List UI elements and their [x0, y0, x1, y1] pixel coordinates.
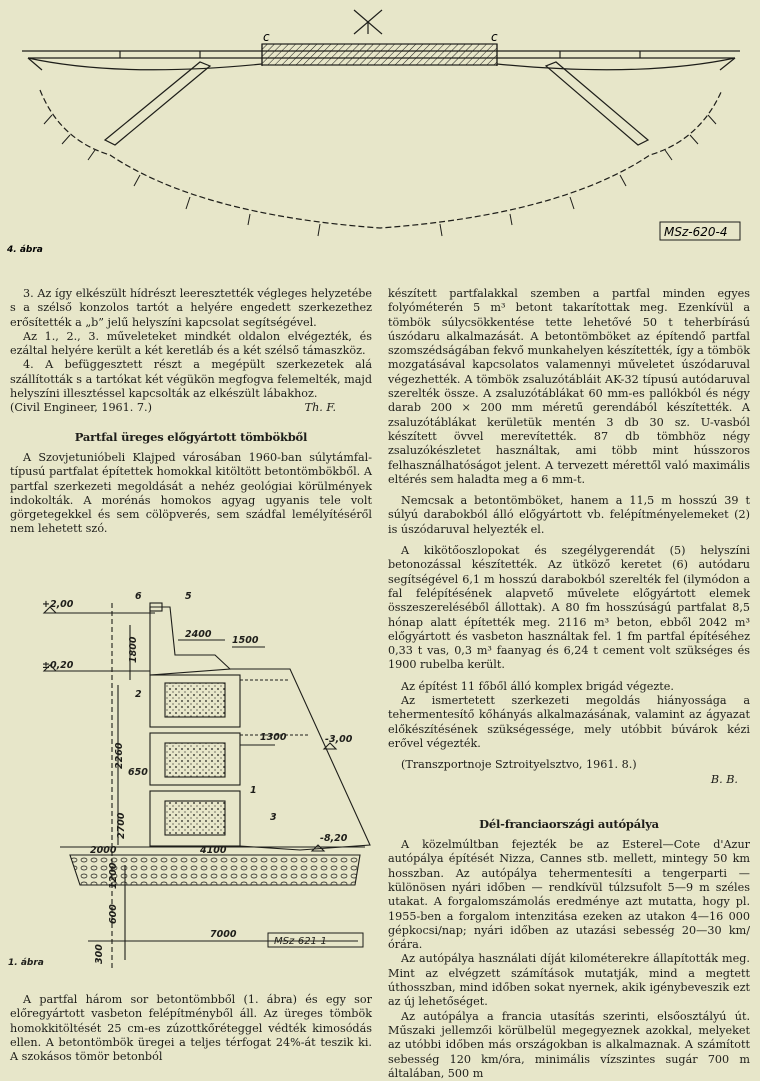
- label-1: 1: [250, 785, 257, 796]
- label-7000: 7000: [210, 929, 237, 940]
- source-citation: (Civil Engineer, 1961. 7.): [10, 401, 152, 415]
- label-1200: 1200: [108, 862, 119, 889]
- survey-mark-icon: [354, 10, 382, 34]
- section-heading: Dél-franciaországi autópálya: [479, 816, 659, 831]
- label-2260: 2260: [114, 742, 125, 769]
- paragraph: A Szovjetunióbeli Klajped városában 1960-ban súlytámfal-típusú partfalat építettek homokkal kitöltött betontömbökből. A partfal szerkezeti megoldását a nehéz geológiai körülmények indokolták. A morénás homokos agyag ugyanis tele volt görgetegekkel és sem cölöpverés, sem szádfal lemélyítéséről nem lehetett szó.: [10, 450, 372, 536]
- paragraph: A kikötőoszlopokat és szegélygerendát (5) helyszíni betonozással készítették. Az ütköző keretet (6) autódaru segítségével 6,1 m hosszú darabokból szerelték fel (ilymódon a fal felépítésének alapvető művelete előgyártott elemek összeszereléséből állottak). A 80 fm hosszúságú partfalat 8,5 hónap alatt építették meg. 2116 m³ beton, ebből 2042 m³ előgyártott és vasbeton használtak fel. 1 fm partfal építéséhez 0,33 t vas, 0,3 m³ faanyag és 6,24 t cement volt szükséges és 1900 rubelba került.: [388, 544, 750, 672]
- paragraph: 4. A befüggesztett részt a megépült szerkezetek alá szállították s a tartókat két végükön megfogva felemelték, majd helyszíni illesztéssel kapcsolták az elkészült lábakhoz.: [10, 358, 372, 401]
- label-1300: 1300: [260, 732, 287, 743]
- label-plus-2: +2,00: [42, 599, 74, 610]
- paragraph: Az ismertetett szerkezeti megoldás hiányossága a tehermentesítő kőhányás alkalmazásának, valamint az ágyazat előkészítésének szükségessége, mely utóbbit búvárok kézi erővel végezték.: [388, 694, 750, 750]
- section-heading: Partfal üreges előgyártott tömbökből: [74, 429, 308, 444]
- figure-caption-section: 1. ábra: [8, 958, 44, 968]
- mark-c-right: c: [491, 30, 498, 44]
- bridge-figure: [0, 0, 760, 270]
- mark-c-left: c: [263, 30, 270, 44]
- label-minus-3: -3,00: [325, 734, 353, 745]
- backfill-slope: [230, 669, 370, 850]
- paragraph: A partfal három sor betontömbből (1. ábra) és egy sor előregyártott vasbeton felépítményből áll. Az üreges tömbök homokkitöltését 25 cm-es zúzottkőréteggel védték kimosódás ellen. A betontömbök üregei a teljes térfogat 24%-át teszik ki. A szokásos tömör betonból: [10, 993, 372, 1064]
- label-5: 5: [185, 591, 192, 602]
- ground-line: [40, 90, 722, 228]
- paragraph: készített partfalakkal szemben a partfal minden egyes folyóméterén 5 m³ betont takarítottak meg. Ezenkívül a tömbök súlycsökkentése tette lehetővé 50 t teherbírású úszódaru alkalmazását. A betontömböket az építendő partfal szomszédságában fekvő munkahelyen készítették, így a tömbök mozgatásával kapcsolatos valamennyi műveletet úszódaruval végezhették. A tömbök zsaluzótábláit AK-32 típusú autódaruval szerelték össze. A zsaluzótáblákat 60 mm-es pallókból és négy darab 200 × 200 mm méretű gerendából készítették. A zsaluzótáblákat kerületük mentén 3 db 30 sz. U-vasból készített övvel merevítették. 87 db tömbhöz négy zsaluzókészletet használtak, ami több mint hússzoros felhasználhatóságot jelent. A tervezett mérettől való maximális eltérés sem haladta meg a 6 mm-t.: [388, 287, 750, 486]
- label-0-20: ±0,20: [42, 660, 74, 671]
- figure-caption-top: 4. ábra: [7, 245, 43, 255]
- left-leg: [105, 62, 210, 145]
- paragraph: Az építést 11 főből álló komplex brigád végezte.: [401, 679, 674, 693]
- label-2000: 2000: [90, 845, 117, 856]
- signature-line: [10, 401, 372, 415]
- figure-code-top: MSz-620-4: [664, 225, 728, 239]
- label-3: 3: [270, 812, 277, 823]
- left-column-top: [10, 287, 372, 537]
- author-initials: Th. F.: [304, 401, 336, 415]
- paragraph: Az autópálya használati díját kilométerekre állapították meg. Mint az elvégzett számítások mutatják, mind a megtett úthosszban, mind időben sokat nyernek, akik igénybeveszik ezt az új lehetőséget.: [388, 952, 750, 1009]
- author-initials: B. B.: [710, 772, 738, 786]
- label-1800: 1800: [128, 636, 139, 663]
- figure-code-section: MSz-621-1: [274, 936, 327, 947]
- label-2400: 2400: [185, 629, 212, 640]
- paragraph: A közelmúltban fejezték be az Esterel—Cote d'Azur autópálya építését Nizza, Cannes stb. mellett, mintegy 50 km hosszban. Az autópálya tehermentesíti a tengerparti — különösen nyári időben — rendkívül túlzsufolt 5—9 m széles utakat. A forgalomszámolás eredménye azt mutatta, hogy pl. 1955-ben a forgalom intenzitása ezeken az utakon 4—16 000 gépkocsi/nap; nyári időben az utazási sebesség 20—30 km/órára.: [388, 838, 750, 952]
- quay-section-figure: [0, 585, 380, 980]
- paragraph: 3. Az így elkészült hídrészt leeresztették végleges helyzetébe s a szélső konzolos tartót a helyére engedett szerkezethez erősítették a „b” jelű helyszíni kapcsolat segítségével.: [10, 287, 372, 329]
- label-650: 650: [128, 767, 148, 778]
- right-leg: [546, 62, 648, 145]
- label-2: 2: [135, 689, 142, 700]
- deck-right-soffit: [497, 58, 735, 70]
- label-600: 600: [108, 904, 119, 924]
- label-1500: 1500: [232, 635, 259, 646]
- source-citation: (Transzportnoje Sztroityelsztvo, 1961. 8.): [401, 758, 637, 772]
- label-6: 6: [135, 591, 142, 602]
- label-2700: 2700: [116, 812, 127, 839]
- deck-left-soffit: [28, 58, 262, 70]
- hatched-span: [262, 44, 497, 65]
- right-column: [388, 287, 750, 1081]
- paragraph: Az autópálya a francia utasítás szerinti, elsőosztályú út. Műszaki jellemzői körülbelül megegyeznek azokkal, melyeket az utóbbi időben más országokban is alkalmaznak. A számított sebesség 120 km/óra, minimális vízszintes sugár 700 m általában, 500 m: [388, 1009, 750, 1080]
- label-300: 300: [94, 944, 105, 964]
- superstructure: [150, 607, 230, 675]
- label-4100: 4100: [200, 845, 227, 856]
- left-column-bottom: [10, 993, 372, 1064]
- label-minus-8-20: -8,20: [320, 833, 348, 844]
- paragraph: Az 1., 2., 3. műveleteket mindkét oldalon elvégezték, és ezáltal helyére került a két keretláb és a két szélső támaszköz.: [10, 329, 372, 358]
- paragraph: Nemcsak a betontömböket, hanem a 11,5 m hosszú 39 t súlyú darabokból álló előgyártott vb. felépítményelemeket (2) is úszódaruval helyezték el.: [388, 494, 750, 536]
